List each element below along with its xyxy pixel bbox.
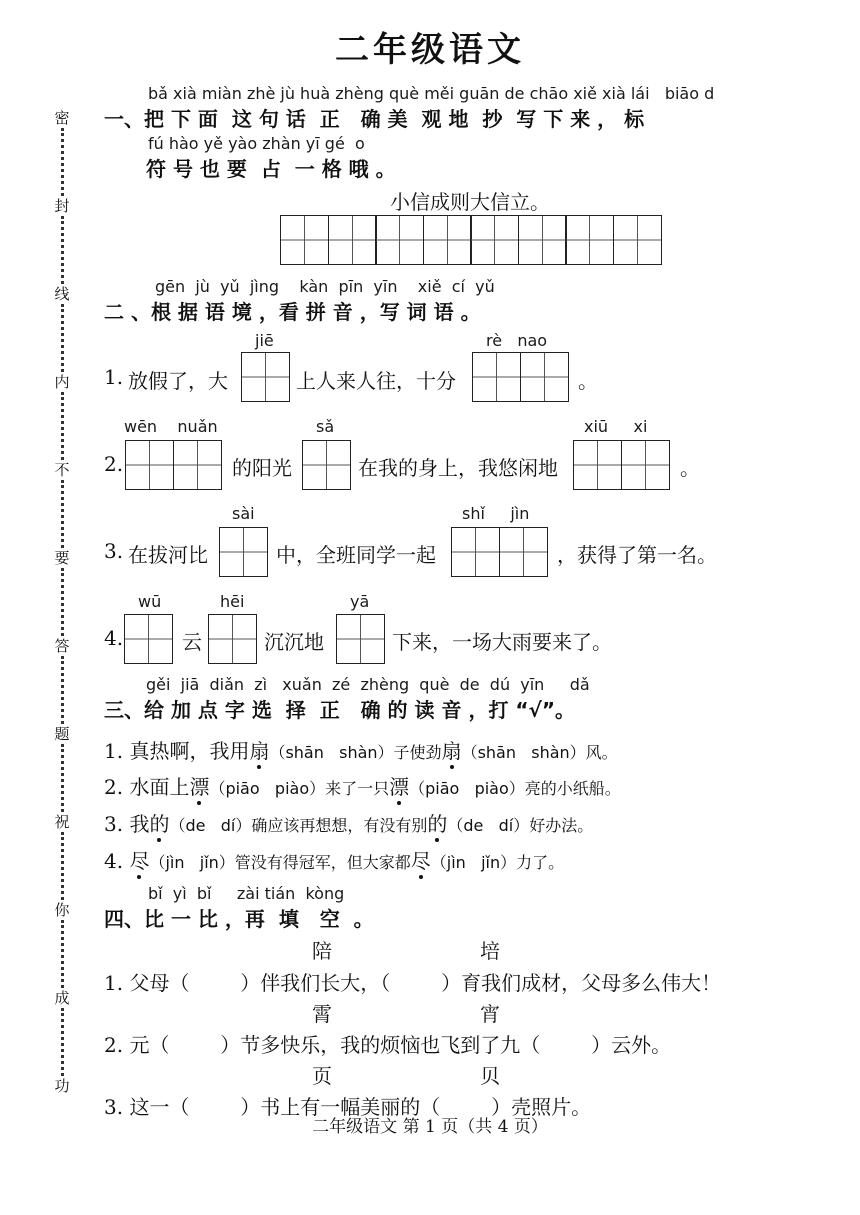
q4-answer-box-3[interactable] bbox=[336, 614, 385, 664]
margin-char: 成 bbox=[54, 989, 70, 1007]
margin-char: 祝 bbox=[54, 813, 70, 831]
reading-choice[interactable]: （de dí）好办法。 bbox=[447, 816, 594, 835]
q2-answer-box-3[interactable] bbox=[573, 440, 670, 490]
dotted-line bbox=[61, 480, 64, 548]
q3-pinyin-2: shǐ jìn bbox=[462, 504, 530, 523]
section1-pinyin2: fú hào yě yào zhàn yī gé o bbox=[148, 134, 365, 153]
reading-choice[interactable]: （piāo piào）亮的小纸船。 bbox=[409, 779, 621, 798]
copy-grid-cell[interactable] bbox=[280, 215, 329, 265]
reading-choice[interactable]: （shān shàn）风。 bbox=[461, 743, 618, 762]
q1-pinyin-1: jiē bbox=[255, 331, 274, 350]
q2-pinyin-2: sǎ bbox=[316, 417, 335, 436]
q3-pinyin-1: sài bbox=[232, 504, 255, 523]
q2-pinyin-3: xiū xi bbox=[584, 417, 648, 436]
q1-answer-box-1[interactable] bbox=[241, 352, 290, 402]
s4-q3-text[interactable]: 3. 这一（ ）书上有一幅美丽的（ ）壳照片。 bbox=[104, 1095, 592, 1119]
q4-text-1: 云 bbox=[182, 630, 202, 654]
q3-text-1: 在拔河比 bbox=[128, 543, 208, 567]
s4-q1-word-2: 培 bbox=[480, 939, 500, 963]
dotted-line bbox=[61, 1008, 64, 1076]
q1-number: 1. bbox=[104, 365, 124, 389]
q4-text-2: 沉沉地 bbox=[264, 630, 324, 654]
section2-heading: 二 、根 据 语 境 ，看 拼 音 ，写 词 语 。 bbox=[104, 300, 481, 324]
section4-heading: 四、比 一 比 ，再 填 空 。 bbox=[104, 907, 374, 931]
dotted-line bbox=[61, 304, 64, 372]
margin-char: 答 bbox=[54, 637, 70, 655]
margin-char: 要 bbox=[54, 549, 70, 567]
margin-char: 功 bbox=[54, 1077, 70, 1095]
reading-choice[interactable]: （de dí）确应该再想想，有没有别 bbox=[169, 816, 428, 835]
q3-number: 3. bbox=[104, 539, 124, 563]
copy-writing-grid[interactable] bbox=[280, 215, 662, 265]
q3-answer-box-2[interactable] bbox=[451, 527, 548, 577]
reading-choice[interactable]: （piāo piào）来了一只 bbox=[209, 779, 390, 798]
margin-char: 线 bbox=[54, 285, 70, 303]
copy-grid-cell[interactable] bbox=[375, 215, 424, 265]
margin-char: 你 bbox=[54, 901, 70, 919]
section1-pinyin: bǎ xià miàn zhè jù huà zhèng què měi guān de chāo xiě xià lái biāo d bbox=[148, 84, 715, 103]
reading-choice[interactable]: （shān shàn）子使劲 bbox=[269, 743, 442, 762]
section4-pinyin: bǐ yì bǐ zài tián kòng bbox=[148, 884, 345, 903]
q1-answer-box-2[interactable] bbox=[472, 352, 569, 402]
q4-answer-box-2[interactable] bbox=[208, 614, 257, 664]
margin-char: 内 bbox=[54, 373, 70, 391]
page-title: 二年级语文 bbox=[335, 30, 525, 70]
q2-pinyin-1: wēn nuǎn bbox=[124, 417, 218, 436]
section3-pinyin: gěi jiā diǎn zì xuǎn zé zhèng què de dú yīn dǎ bbox=[146, 675, 590, 694]
q3-text-2: 中，全班同学一起 bbox=[276, 543, 436, 567]
s3-q1: 1. 真热啊，我用扇（shān shàn）子使劲扇（shān shàn）风。 bbox=[104, 739, 618, 763]
reading-choice[interactable]: （jìn jǐn）力了。 bbox=[430, 853, 565, 872]
s4-q1-word-1: 陪 bbox=[312, 939, 332, 963]
s3-q2: 2. 水面上漂（piāo piào）来了一只漂（piāo piào）亮的小纸船。 bbox=[104, 775, 621, 799]
s4-q3-word-2: 贝 bbox=[480, 1064, 500, 1088]
copy-grid-cell[interactable] bbox=[328, 215, 377, 265]
copy-grid-cell[interactable] bbox=[423, 215, 472, 265]
q4-text-3: 下来，一场大雨要来了。 bbox=[392, 630, 612, 654]
dotted-line bbox=[61, 128, 64, 196]
margin-char: 密 bbox=[54, 109, 70, 127]
q2-text-3: 。 bbox=[680, 456, 700, 480]
dotted-line bbox=[61, 392, 64, 460]
dotted-line bbox=[61, 656, 64, 724]
reading-choice[interactable]: （jìn jǐn）管没有得冠军，但大家都 bbox=[149, 853, 411, 872]
s3-q3: 3. 我的（de dí）确应该再想想，有没有别的（de dí）好办法。 bbox=[104, 812, 594, 836]
margin-char: 不 bbox=[54, 461, 70, 479]
q4-pinyin-2: hēi bbox=[220, 592, 245, 611]
q3-answer-box-1[interactable] bbox=[219, 527, 268, 577]
page-footer: 二年级语文 第 1 页（共 4 页） bbox=[312, 1117, 548, 1137]
section1-heading: 一、把 下 面 这 句 话 正 确 美 观 地 抄 写 下 来 ， 标 bbox=[104, 107, 645, 131]
s4-q2-word-2: 宵 bbox=[480, 1002, 500, 1026]
copy-grid-cell[interactable] bbox=[518, 215, 567, 265]
margin-char: 封 bbox=[54, 197, 70, 215]
dotted-line bbox=[61, 744, 64, 812]
section2-pinyin: gēn jù yǔ jìng kàn pīn yīn xiě cí yǔ bbox=[155, 277, 495, 296]
dotted-char: 扇 bbox=[249, 739, 270, 763]
s4-q3-word-1: 页 bbox=[312, 1064, 332, 1088]
dotted-char: 尽 bbox=[410, 849, 431, 873]
dotted-char: 漂 bbox=[189, 775, 210, 799]
q4-answer-box-1[interactable] bbox=[124, 614, 173, 664]
dotted-char: 扇 bbox=[441, 739, 462, 763]
section3-heading: 三、给 加 点 字 选 择 正 确 的 读 音 ，打 “√”。 bbox=[104, 698, 576, 722]
s4-q2-word-1: 霄 bbox=[312, 1002, 332, 1026]
q1-pinyin-2: rè nao bbox=[486, 331, 548, 350]
dotted-line bbox=[61, 568, 64, 636]
dotted-char: 尽 bbox=[129, 849, 150, 873]
q4-number: 4. bbox=[104, 626, 124, 650]
dotted-line bbox=[61, 216, 64, 284]
s3-q4: 4. 尽（jìn jǐn）管没有得冠军，但大家都尽（jìn jǐn）力了。 bbox=[104, 849, 565, 873]
dotted-char: 的 bbox=[149, 812, 170, 836]
q3-text-3: ，获得了第一名。 bbox=[557, 543, 717, 567]
dotted-char: 漂 bbox=[389, 775, 410, 799]
q1-text-3: 。 bbox=[578, 369, 598, 393]
section1-heading2: 符 号 也 要 占 一 格 哦 。 bbox=[146, 157, 396, 181]
q4-pinyin-3: yā bbox=[350, 592, 370, 611]
margin-char: 题 bbox=[54, 725, 70, 743]
s4-q1-text[interactable]: 1. 父母（ ）伴我们长大，（ ）育我们成材，父母多么伟大！ bbox=[104, 971, 722, 995]
s4-q2-text[interactable]: 2. 元（ ）节多快乐，我的烦恼也飞到了九（ ）云外。 bbox=[104, 1033, 672, 1057]
q2-text-1: 的阳光 bbox=[232, 456, 292, 480]
q2-answer-box-1[interactable] bbox=[125, 440, 222, 490]
q2-answer-box-2[interactable] bbox=[302, 440, 351, 490]
copy-grid-cell[interactable] bbox=[565, 215, 614, 265]
dotted-line bbox=[61, 832, 64, 900]
seal-line-margin bbox=[48, 108, 76, 1096]
section1-sentence: 小信成则大信立。 bbox=[390, 190, 550, 214]
dotted-char: 的 bbox=[427, 812, 448, 836]
q4-pinyin-1: wū bbox=[138, 592, 162, 611]
q2-text-2: 在我的身上，我悠闲地 bbox=[358, 456, 558, 480]
copy-grid-cell[interactable] bbox=[470, 215, 519, 265]
copy-grid-cell[interactable] bbox=[613, 215, 662, 265]
q1-text-2: 上人来人往，十分 bbox=[296, 369, 456, 393]
dotted-line bbox=[61, 920, 64, 988]
q2-number: 2. bbox=[104, 452, 124, 476]
q1-text-1: 放假了，大 bbox=[128, 369, 228, 393]
